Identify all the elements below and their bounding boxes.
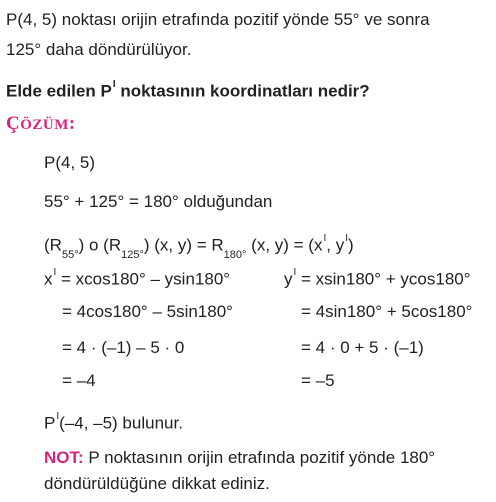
x-eq-1-rhs: = xcos180° – ysin180° [56, 269, 231, 289]
solution-heading-rest: ÖZÜM [20, 117, 69, 133]
y-eq-4: = –5 [301, 371, 335, 390]
x-eq-1 [44, 266, 230, 290]
rotation-composition [44, 232, 354, 262]
note-line-2: döndürüldüğüne dikkat ediniz. [44, 474, 270, 493]
angle-sum: 55° + 125° = 180° olduğundan [44, 192, 273, 211]
x-eq-3: = 4 · (–1) – 5 · 0 [62, 338, 185, 357]
prime-mark: I [293, 267, 297, 278]
prime-mark: I [112, 79, 116, 90]
comp-rest-c: ) [347, 235, 354, 255]
given-point: P(4, 5) [44, 153, 96, 172]
problem-line-1: P(4, 5) noktası orijin etrafında pozitif yönde 55° ve sonra [6, 10, 430, 29]
y-eq-1 [284, 266, 471, 290]
solution-heading-colon: : [68, 113, 76, 134]
comp-rest-a: (x, y) = (x [246, 235, 323, 255]
result-text: (–4, –5) bulunur. [59, 413, 183, 433]
comp-rest-b: , y [326, 235, 345, 255]
comp-sub2: 125° [121, 249, 144, 262]
comp-mid2: ) (x, y) = R [143, 235, 224, 255]
comp-sub3: 180° [223, 249, 247, 262]
y-eq-3: = 4 · 0 + 5 · (–1) [301, 338, 424, 357]
x-eq-4: = –4 [62, 371, 96, 390]
solution-heading [6, 114, 76, 135]
question [6, 78, 370, 102]
question-prefix: Elde edilen P [6, 81, 112, 101]
note-line-1 [44, 448, 435, 468]
solution-heading-initial: Ç [6, 113, 21, 134]
y-eq-1-rhs: = xsin180° + ycos180° [296, 269, 471, 289]
note-label: NOT: [44, 448, 84, 467]
note-text-1: P noktasının orijin etrafında pozitif yönde 180° [83, 448, 436, 467]
comp-mid: ) o (R [78, 235, 122, 255]
x-eq-1-var: x [44, 269, 53, 289]
result-point: P [44, 413, 56, 433]
prime-mark: I [323, 233, 327, 244]
comp-open1: (R [44, 235, 62, 255]
y-eq-1-var: y [284, 269, 293, 289]
problem-line-2: 125° daha döndürülüyor. [6, 40, 192, 59]
x-eq-2: = 4cos180° – 5sin180° [62, 302, 233, 321]
question-suffix: noktasının koordinatları nedir? [115, 81, 370, 101]
prime-mark: I [56, 411, 60, 422]
result [44, 410, 183, 434]
prime-mark: I [345, 233, 348, 244]
y-eq-2: = 4sin180° + 5cos180° [301, 302, 473, 321]
comp-sub1: 55° [61, 249, 79, 262]
prime-mark: I [53, 267, 57, 278]
